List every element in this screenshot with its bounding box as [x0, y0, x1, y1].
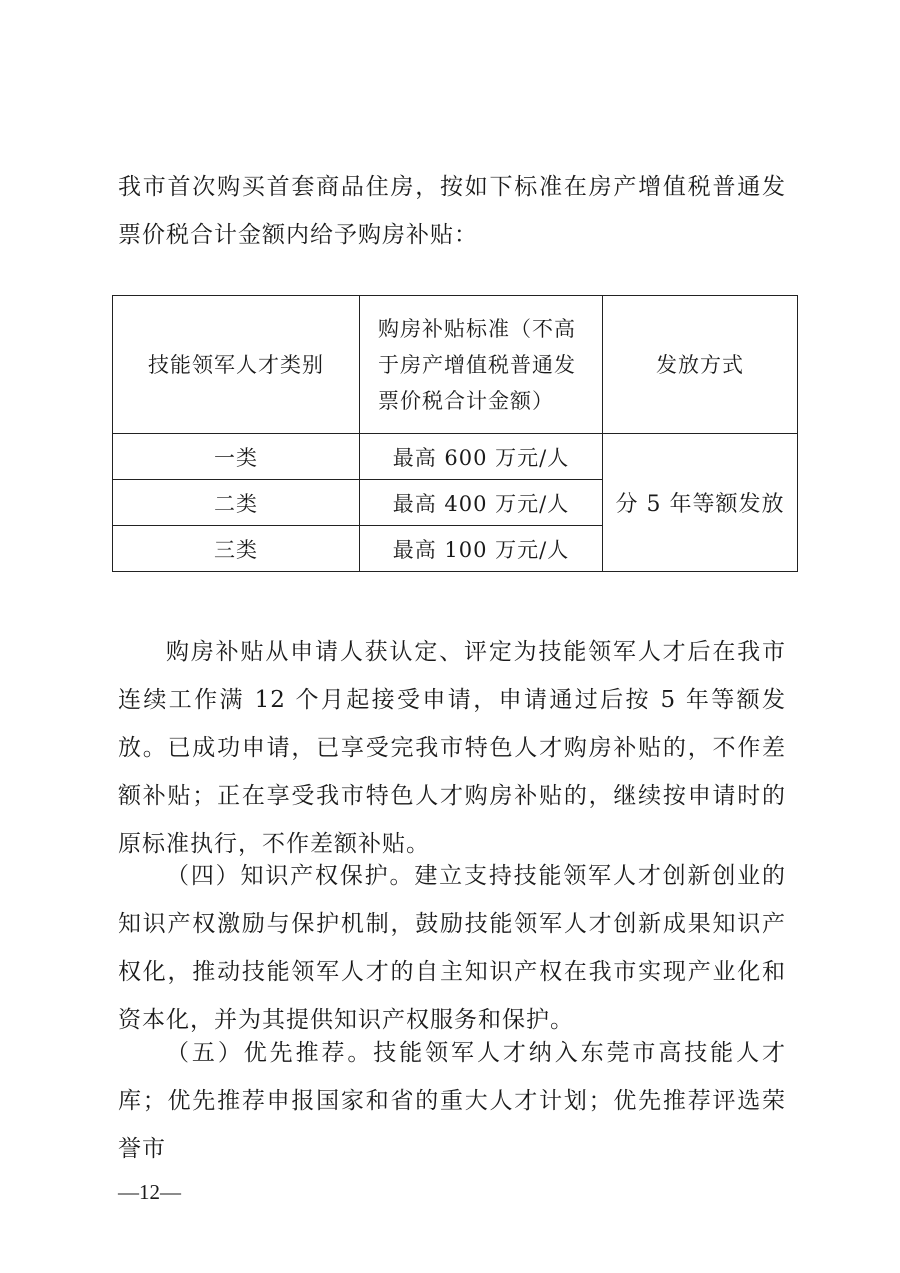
row-category: 二类	[113, 480, 360, 526]
intro-paragraph: 我市首次购买首套商品住房，按如下标准在房产增值税普通发票价税合计金额内给予购房补贴：	[118, 174, 786, 248]
payment-method-cell: 分 5 年等额发放	[603, 434, 798, 572]
header-standard-text: 购房补贴标准（不高于房产增值税普通发票价税合计金额）	[378, 316, 576, 413]
subsidy-table	[112, 295, 798, 572]
row-standard: 最高 100 万元/人	[360, 526, 603, 572]
header-standard	[360, 296, 603, 434]
row-category: 一类	[113, 434, 360, 480]
header-category: 技能领军人才类别	[113, 296, 360, 434]
subsidy-rule-paragraph: 购房补贴从申请人获认定、评定为技能领军人才后在我市连续工作满 12 个月起接受申请，申请通过后按 5 年等额发放。已成功申请，已享受完我市特色人才购房补贴的，不作差额补贴；正在享受我市特色人才购房补贴的，继续按申请时的原标准执行，不作差额补贴。	[118, 639, 786, 857]
priority-recommendation-paragraph: （五）优先推荐。技能领军人才纳入东莞市高技能人才库；优先推荐申报国家和省的重大人才计划；优先推荐评选荣誉市	[118, 1040, 786, 1162]
header-method: 发放方式	[603, 296, 798, 434]
table-row	[113, 434, 798, 480]
row-standard: 最高 400 万元/人	[360, 480, 603, 526]
table-header-row	[113, 296, 798, 434]
ip-protection-paragraph: （四）知识产权保护。建立支持技能领军人才创新创业的知识产权激励与保护机制，鼓励技能领军人才创新成果知识产权化，推动技能领军人才的自主知识产权在我市实现产业化和资本化，并为其提供知识产权服务和保护。	[118, 863, 786, 1033]
row-standard: 最高 600 万元/人	[360, 434, 603, 480]
page-number: —12—	[118, 1180, 181, 1204]
row-category: 三类	[113, 526, 360, 572]
